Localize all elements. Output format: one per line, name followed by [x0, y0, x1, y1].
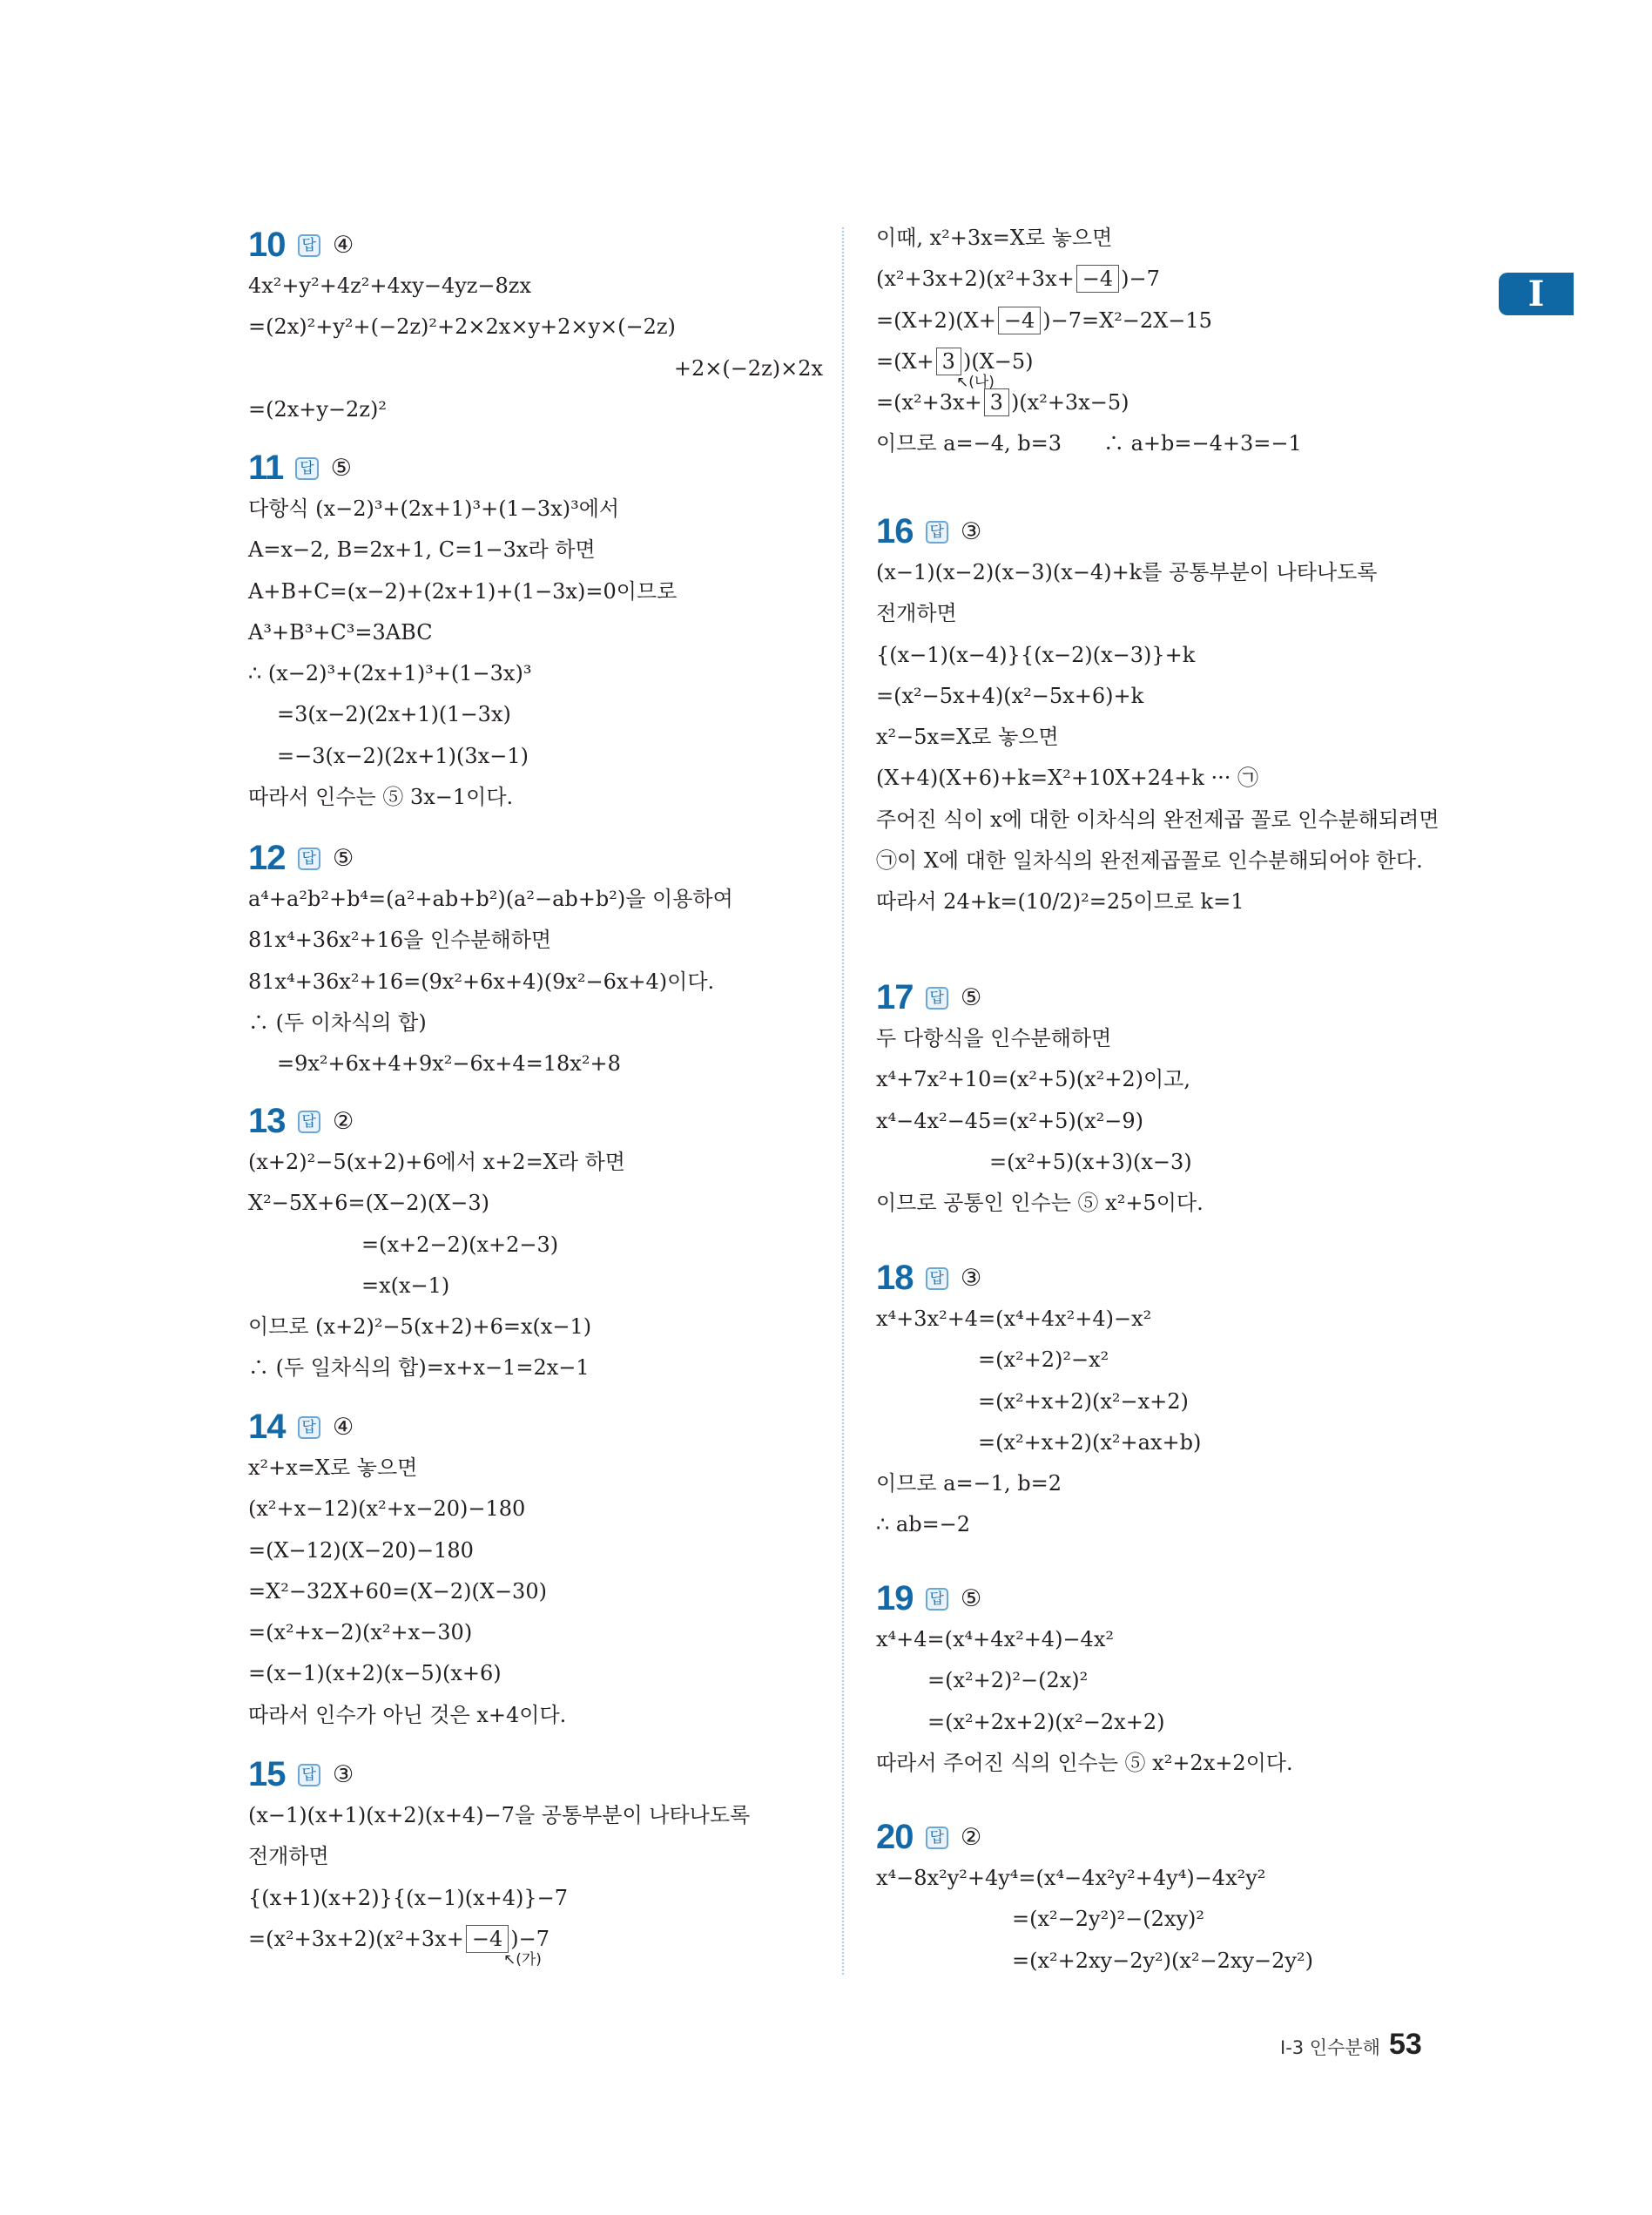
solution-line: =(x²+5)(x+3)(x−3) [989, 1149, 1192, 1174]
solution-line: A+B+C=(x−2)+(2x+1)+(1−3x)=0이므로 [248, 578, 678, 604]
section-header [876, 1578, 1486, 1619]
expression-text: )−7=X²−2X−15 [1042, 307, 1212, 333]
expression-text: )−7 [1121, 267, 1160, 292]
answer-label-badge: 답 [926, 1267, 948, 1290]
solution-line: x²−5x=X로 놓으면 [876, 725, 1059, 750]
problem-number: 14 [248, 1408, 286, 1446]
solution-line: a⁴+a²b²+b⁴=(a²+ab+b²)(a²−ab+b²)을 이용하여 [248, 887, 733, 911]
solution-line [876, 382, 1486, 423]
solution-line: 따라서 주어진 식의 인수는 ⑤ x²+2x+2이다. [876, 1750, 1293, 1775]
solution-line: ∴ (x−2)³+(2x+1)³+(1−3x)³ [248, 661, 532, 686]
solution-line: ∴ (두 일차식의 합)=x+x−1=2x−1 [248, 1355, 590, 1381]
solution-line [876, 301, 1486, 341]
solution-line: =−3(x−2)(2x+1)(3x−1) [277, 743, 529, 768]
solution-line: =3(x−2)(2x+1)(1−3x) [277, 702, 511, 727]
solution-line: =(x²+x−2)(x²+x−30) [248, 1620, 473, 1645]
answer-section [876, 977, 1486, 1224]
solution-line: ∴ ab=−2 [876, 1512, 971, 1537]
answer-label-badge: 답 [298, 1764, 320, 1786]
answer-section [248, 838, 823, 1084]
problem-number: 17 [876, 978, 914, 1016]
solution-line [248, 1919, 823, 1969]
answer-choice: ③ [960, 1265, 982, 1292]
solution-line: =(x²+x+2)(x²+ax+b) [978, 1429, 1202, 1455]
answer-choice: ⑤ [332, 845, 354, 872]
solution-line [876, 259, 1486, 300]
expression-text: =(X+2)(X+ [876, 307, 996, 333]
section-header [876, 977, 1486, 1018]
answer-label-badge: 답 [926, 987, 948, 1010]
boxed-blank: −4 [466, 1925, 509, 1953]
chapter-tab: Ⅰ [1499, 273, 1574, 315]
solution-line: 따라서 인수가 아닌 것은 x+4이다. [248, 1702, 567, 1727]
answer-section [876, 511, 1486, 923]
expression-text: =(X+ [876, 348, 934, 374]
solution-line: +2×(−2z)×2x [673, 355, 823, 381]
solution-line: x⁴+3x²+4=(x⁴+4x²+4)−x² [876, 1307, 1152, 1331]
solution-line: x⁴+7x²+10=(x²+5)(x²+2)이고, [876, 1067, 1190, 1092]
expression-text: =(x²+3x+2)(x²+3x+ [248, 1926, 464, 1951]
solution-line: =(x²−2y²)²−(2xy)² [1012, 1907, 1204, 1932]
problem-number: 10 [248, 226, 286, 264]
section-header [248, 1754, 823, 1795]
section-header [248, 1101, 823, 1142]
solution-line: 전개하면 [876, 601, 957, 626]
solution-line: 이때, x²+3x=X로 놓으면 [876, 226, 1113, 250]
answer-section [248, 1101, 823, 1389]
answer-choice: ⑤ [960, 1585, 982, 1612]
solution-line: 이므로 (x+2)²−5(x+2)+6=x(x−1) [248, 1314, 592, 1340]
problem-number: 12 [248, 839, 286, 877]
solution-line: =(2x)²+y²+(−2z)²+2×2x×y+2×y×(−2z) [248, 314, 676, 340]
solution-line: (x−1)(x+1)(x+2)(x+4)−7을 공통부분이 나타나도록 [248, 1803, 751, 1827]
blank-label: ↖(가) [503, 1950, 542, 1969]
solution-line: A³+B³+C³=3ABC [248, 619, 433, 645]
solution-line: =(x²+2xy−2y²)(x²−2xy−2y²) [1012, 1948, 1313, 1973]
solution-line: x⁴−4x²−45=(x²+5)(x²−9) [876, 1108, 1143, 1133]
chapter-title: Ⅰ-3 인수분해 [1280, 2037, 1380, 2058]
solution-line: A=x−2, B=2x+1, C=1−3x라 하면 [248, 537, 596, 563]
solution-line: 이므로 공통인 인수는 ⑤ x²+5이다. [876, 1191, 1204, 1216]
page-number: 53 [1388, 2028, 1422, 2061]
answer-section [248, 1407, 823, 1736]
solution-line: 주어진 식이 x에 대한 이차식의 완전제곱 꼴로 인수분해되려면 [876, 807, 1440, 832]
answer-section [876, 218, 1486, 465]
answer-choice: ⑤ [960, 984, 982, 1011]
solution-line: 다항식 (x−2)³+(2x+1)³+(1−3x)³에서 [248, 496, 620, 521]
solution-line: x⁴+4=(x⁴+4x²+4)−4x² [876, 1627, 1114, 1651]
solution-line: X²−5X+6=(X−2)(X−3) [248, 1191, 490, 1216]
answer-label-badge: 답 [298, 1416, 320, 1439]
answer-section [248, 225, 823, 430]
answer-section [248, 448, 823, 818]
solution-line: (X+4)(X+6)+k=X²+10X+24+k ··· ㉠ [876, 766, 1259, 791]
answer-label-badge: 답 [926, 521, 948, 544]
answer-label-badge: 답 [926, 1827, 948, 1849]
section-header [876, 1817, 1486, 1858]
solution-line: 이므로 a=−1, b=2 [876, 1471, 1062, 1496]
answer-choice: ③ [332, 1761, 354, 1788]
answer-label-badge: 답 [298, 234, 320, 257]
section-header [248, 225, 823, 266]
answer-label-badge: 답 [298, 848, 320, 870]
page-footer [1280, 2028, 1422, 2062]
problem-number: 16 [876, 512, 914, 550]
boxed-blank: −4 [998, 307, 1041, 334]
solution-line: ㉠이 X에 대한 일차식의 완전제곱꼴로 인수분해되어야 한다. [876, 848, 1423, 874]
solution-line: =X²−32X+60=(X−2)(X−30) [248, 1578, 547, 1604]
solution-line: {(x+1)(x+2)}{(x−1)(x+4)}−7 [248, 1885, 569, 1910]
solution-line: =9x²+6x+4+9x²−6x+4=18x²+8 [277, 1051, 621, 1077]
answer-label-badge: 답 [295, 457, 318, 480]
solution-line: =(x²+2x+2)(x²−2x+2) [927, 1709, 1165, 1734]
expression-text: )(x²+3x−5) [1010, 390, 1129, 415]
solution-line: =x(x−1) [361, 1273, 450, 1298]
solution-line: (x+2)²−5(x+2)+6에서 x+2=X라 하면 [248, 1150, 625, 1174]
solution-line: 따라서 24+k=(10/2)²=25이므로 k=1 [876, 889, 1244, 915]
solution-line: 따라서 인수는 ⑤ 3x−1이다. [248, 785, 514, 810]
solution-line: x²+x=X로 놓으면 [248, 1455, 418, 1480]
section-header [876, 1258, 1486, 1299]
solution-line: =(x²−5x+4)(x²−5x+6)+k [876, 683, 1144, 708]
expression-text: )−7 [510, 1926, 550, 1951]
solution-line: x⁴−8x²y²+4y⁴=(x⁴−4x²y²+4y⁴)−4x²y² [876, 1866, 1266, 1890]
answer-choice: ② [960, 1824, 982, 1851]
answer-choice: ④ [332, 1414, 354, 1441]
answer-choice: ⑤ [330, 455, 352, 482]
answer-section [248, 1754, 823, 1969]
expression-text: (x²+3x+2)(x²+3x+ [876, 267, 1075, 292]
boxed-blank: 3 [936, 348, 961, 375]
answer-section [876, 1578, 1486, 1784]
answer-section [876, 1258, 1486, 1546]
problem-number: 18 [876, 1259, 914, 1297]
problem-number: 13 [248, 1102, 286, 1140]
section-header [876, 511, 1486, 552]
section-header [248, 1407, 823, 1448]
solution-line: {(x−1)(x−4)}{(x−2)(x−3)}+k [876, 642, 1196, 667]
expression-text: )(X−5) [962, 348, 1034, 374]
solution-line [876, 341, 1486, 391]
solution-line: 전개하면 [248, 1844, 329, 1869]
solution-line: =(X−12)(X−20)−180 [248, 1537, 474, 1563]
blank-label: ↖(나) [956, 373, 995, 391]
solution-line: 81x⁴+36x²+16=(9x²+6x+4)(9x²−6x+4)이다. [248, 969, 715, 994]
solution-line: =(x−1)(x+2)(x−5)(x+6) [248, 1661, 502, 1686]
solution-line: (x−1)(x−2)(x−3)(x−4)+k를 공통부분이 나타나도록 [876, 560, 1378, 584]
solution-line: (x²+x−12)(x²+x−20)−180 [248, 1496, 526, 1522]
solution-line: 두 다항식을 인수분해하면 [876, 1026, 1112, 1050]
column-divider [842, 227, 844, 1975]
answer-label-badge: 답 [926, 1588, 948, 1611]
answer-choice: ② [332, 1108, 354, 1135]
section-header [248, 838, 823, 879]
solution-line: =(x²+x+2)(x²−x+2) [978, 1388, 1189, 1414]
solution-line: 81x⁴+36x²+16을 인수분해하면 [248, 928, 552, 953]
problem-number: 19 [876, 1579, 914, 1617]
answer-section [876, 1817, 1486, 1982]
problem-number: 15 [248, 1755, 286, 1793]
solution-line: =(x+2−2)(x+2−3) [361, 1232, 559, 1257]
expression-text: =(x²+3x+ [876, 390, 982, 415]
solution-line: 4x²+y²+4z²+4xy−4yz−8zx [248, 273, 531, 298]
solution-line: =(2x+y−2z)² [248, 396, 387, 422]
problem-number: 20 [876, 1818, 914, 1856]
problem-number: 11 [248, 449, 284, 487]
answer-label-badge: 답 [298, 1111, 320, 1133]
answer-choice: ④ [332, 232, 354, 259]
solution-line: =(x²+2)²−x² [978, 1347, 1109, 1373]
solution-line: ∴ (두 이차식의 합) [248, 1010, 427, 1035]
boxed-blank: −4 [1076, 265, 1119, 293]
solution-line: 이므로 a=−4, b=3 ∴ a+b=−4+3=−1 [876, 431, 1302, 456]
solution-line: =(x²+2)²−(2x)² [927, 1668, 1089, 1693]
section-header [248, 448, 823, 489]
boxed-blank: 3 [984, 388, 1009, 416]
answer-choice: ③ [960, 518, 982, 545]
